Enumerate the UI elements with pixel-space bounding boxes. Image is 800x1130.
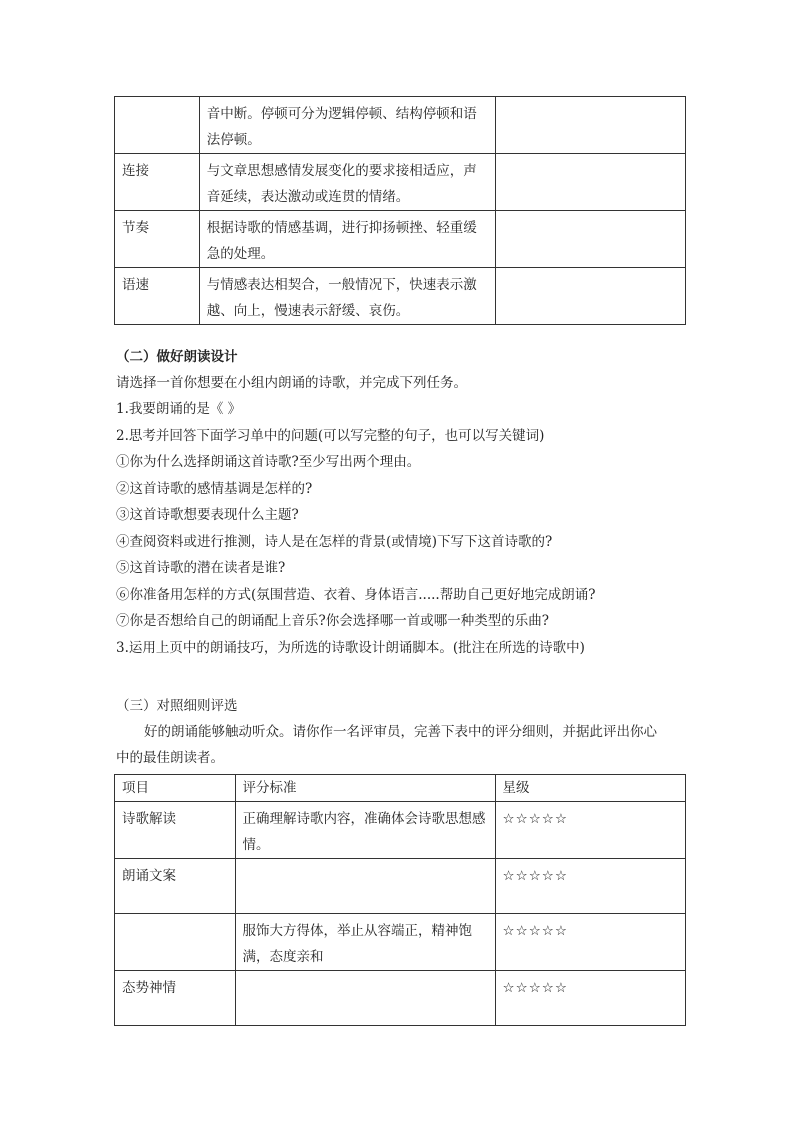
criteria-item: 诗歌解读 xyxy=(122,811,176,827)
section3-intro: 好的朗诵能够触动听众。请你作一名评审员，完善下表中的评分细则，并据此评出你心 xyxy=(144,724,657,740)
table-cell xyxy=(115,971,236,1026)
table-cell xyxy=(115,914,236,971)
item-extra xyxy=(496,268,685,272)
item-description: 根据诗歌的情感基调，进行抑扬顿挫、轻重缓急的处理。 xyxy=(206,220,477,262)
table-row xyxy=(115,211,686,268)
table-cell xyxy=(199,154,495,211)
star-rating[interactable]: ☆☆☆☆☆ xyxy=(502,923,569,939)
header-stars: 星级 xyxy=(502,780,530,796)
table-row xyxy=(115,971,686,1026)
table-cell xyxy=(495,97,685,154)
header-item: 项目 xyxy=(122,780,149,796)
section2-line: 1.我要朗诵的是《 》 xyxy=(116,401,242,417)
table-row xyxy=(115,859,686,914)
item-label: 连接 xyxy=(122,163,149,179)
criteria-text: 正确理解诗歌内容，准确体会诗歌思想感情。 xyxy=(242,811,486,853)
table-cell xyxy=(199,211,495,268)
criteria-item: 态势神情 xyxy=(122,980,176,996)
section2-line: ③这首诗歌想要表现什么主题? xyxy=(116,507,299,523)
criteria-text xyxy=(236,859,495,863)
section2-line: 2.思考并回答下面学习单中的问题(可以写完整的句子，也可以写关键词) xyxy=(116,428,545,444)
table-cell xyxy=(235,859,495,914)
table-cell xyxy=(199,97,495,154)
section2-line: 请选择一首你想要在小组内朗诵的诗歌，并完成下列任务。 xyxy=(116,375,467,391)
criteria-item xyxy=(115,914,235,918)
table-cell xyxy=(115,268,200,325)
item-extra xyxy=(496,97,685,101)
header-cell xyxy=(495,775,686,802)
criteria-text: 服饰大方得体，举止从容端正，精神饱满，态度亲和 xyxy=(242,923,473,965)
section2-heading: （二）做好朗读设计 xyxy=(116,349,238,365)
table-cell xyxy=(235,971,495,1026)
item-description: 与情感表达相契合，一般情况下，快速表示激越、向上，慢速表示舒缓、哀伤。 xyxy=(206,277,477,319)
table-row xyxy=(115,914,686,971)
scoring-criteria-table xyxy=(114,774,686,1026)
item-description: 与文章思想感情发展变化的要求接相适应，声音延续，表达激动或连贯的情绪。 xyxy=(206,163,477,205)
recitation-techniques-table xyxy=(114,96,686,325)
table-row xyxy=(115,154,686,211)
item-label: 节奏 xyxy=(122,220,149,236)
table-cell xyxy=(199,268,495,325)
star-rating[interactable]: ☆☆☆☆☆ xyxy=(502,980,569,996)
header-cell xyxy=(235,775,495,802)
section2-line: ④查阅资料或进行推测，诗人是在怎样的背景(或情境)下写下这首诗歌的? xyxy=(116,534,553,550)
header-cell xyxy=(115,775,236,802)
item-extra xyxy=(496,154,685,158)
table-row xyxy=(115,802,686,859)
criteria-item: 朗诵文案 xyxy=(122,868,176,884)
item-extra xyxy=(496,211,685,215)
section2-line: ②这首诗歌的感情基调是怎样的? xyxy=(116,481,313,497)
table-cell xyxy=(115,154,200,211)
item-label: 语速 xyxy=(122,277,149,293)
table-cell xyxy=(495,211,685,268)
table-cell xyxy=(495,154,685,211)
table-cell xyxy=(235,914,495,971)
table-cell xyxy=(495,971,686,1026)
criteria-text xyxy=(236,971,495,975)
section2-line: 3.运用上页中的朗诵技巧，为所选的诗歌设计朗诵脚本。(批注在所选的诗歌中) xyxy=(116,640,585,656)
table-cell xyxy=(495,268,685,325)
section2-line: ①你为什么选择朗诵这首诗歌?至少写出两个理由。 xyxy=(116,454,421,470)
star-rating[interactable]: ☆☆☆☆☆ xyxy=(502,868,569,884)
table-cell xyxy=(115,802,236,859)
table-row xyxy=(115,97,686,154)
table-header-row xyxy=(115,775,686,802)
table-cell xyxy=(495,914,686,971)
table-cell xyxy=(235,802,495,859)
table-cell xyxy=(115,211,200,268)
item-label xyxy=(115,97,199,101)
table-cell xyxy=(115,859,236,914)
table-cell xyxy=(115,97,200,154)
star-rating[interactable]: ☆☆☆☆☆ xyxy=(502,811,569,827)
section2-line: ⑥你准备用怎样的方式(氛围营造、衣着、身体语言.....帮助自己更好地完成朗诵? xyxy=(116,587,596,603)
section2-line: ⑦你是否想给自己的朗诵配上音乐?你会选择哪一首或哪一种类型的乐曲? xyxy=(116,613,549,629)
item-description: 音中断。停顿可分为逻辑停顿、结构停顿和语法停顿。 xyxy=(206,106,477,148)
table-cell xyxy=(495,859,686,914)
table-cell xyxy=(495,802,686,859)
header-criteria: 评分标准 xyxy=(242,780,297,796)
section2-line: ⑤这首诗歌的潜在读者是谁? xyxy=(116,560,286,576)
section3-heading: （三）对照细则评选 xyxy=(116,698,238,714)
section3-intro: 中的最佳朗读者。 xyxy=(116,750,224,766)
table-row xyxy=(115,268,686,325)
